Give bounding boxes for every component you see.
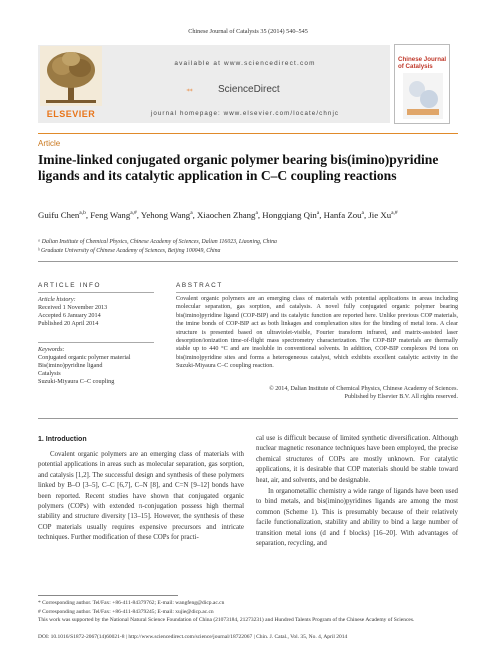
affiliation-b: ᵇ Graduate University of Chinese Academy of Sciences, Beijing 100049, China bbox=[38, 248, 221, 254]
keyword: Bis(imino)pyridine ligand bbox=[38, 362, 103, 369]
author-list: Guifu Chen$^{a,b}$, Feng Wang$^{a,\#}$, Yehong Wang$^a$, Xiaochen Zhang$^a$, Hongqiang Qin$^a$, Hanfa Zou$^a$, Jie $Xu^{a,\#}$ bbox=[38, 209, 398, 220]
article-title: Imine-linked conjugated organic polymer bearing bis(imino)pyridine ligands and its catalytic application in C–C coupling reactions bbox=[38, 152, 439, 183]
info-divider bbox=[38, 292, 154, 293]
abstract-text: Covalent organic polymers are an emerging class of materials with potential applications in areas including molecular separation, gas sorption, and catalysis. A novel fully conjugated organic polymer bearing bis(imino)pyridine ligand (COP-BIP) and its catalytic function are reported here. Unlike previous COP materials, the imine bonds of COP-BIP act as both linkages and complexation sites for the binding of metal ions. A clear structure is presented based on ultraviolet-visible, Fourier transform infrared, and matrix-assisted laser desorption/ionization time-of-flight mass spectrometry characterization. The COP-BIP materials are thermally stable up to 440 °C and are insoluble in conventional solvents. In addition, COP-BIP complexes Pd ions on bis(imino)pyridine sites and forms a heterogeneous catalyst, which exhibits excellent catalytic activity in the Suzuki-Miyaura C–C coupling reaction. bbox=[176, 296, 458, 370]
keywords-block: Keywords: Conjugated organic polymer material Bis(imino)pyridine ligand Catalysis Suzuki-Miyaura C–C coupling bbox=[38, 346, 168, 386]
section-divider bbox=[38, 261, 458, 262]
introduction-heading: 1. Introduction bbox=[38, 436, 87, 443]
author-name[interactable]: Feng Wang bbox=[90, 209, 131, 220]
journal-citation: Chinese Journal of Catalysis 35 (2014) 540–545 bbox=[188, 28, 308, 35]
section-divider bbox=[38, 418, 458, 419]
paragraph: cal use is difficult because of limited synthetic diversification. Although nuclear magnetic resonance techniques have been employed, the precise chemical structures of COPs are mostly unknown. For catalytic applications, it is desirable that COP materials should be stable toward heat, air, and solvents, and be designable. bbox=[256, 435, 458, 484]
intro-left-column bbox=[38, 450, 244, 545]
journal-cover-thumbnail bbox=[394, 44, 450, 124]
footnote-divider bbox=[38, 595, 178, 596]
author-name[interactable]: Hanfa Zou bbox=[323, 209, 362, 220]
footnote-corresponding-2: # Corresponding author. Tel/Fax: +86-411-84379245; E-mail: xujie@dicp.ac.cn bbox=[38, 609, 214, 615]
header-divider bbox=[38, 133, 458, 134]
author-name[interactable]: Xiaochen Zhang bbox=[197, 209, 256, 220]
footnote-doi[interactable]: DOI: 10.1016/S1872-2067(14)60021-8 | http://www.sciencedirect.com/science/journal/18722067 | Chin. J. Catal., Vol. 35, No. 4, April 2014 bbox=[38, 634, 348, 640]
copyright-notice: © 2014, Dalian Institute of Chemical Physics, Chinese Academy of Sciences. Published by Elsevier B.V. All rights reserved. bbox=[269, 386, 458, 401]
elsevier-wordmark: ELSEVIER bbox=[46, 109, 96, 119]
keyword: Conjugated organic polymer material bbox=[38, 354, 131, 361]
intro-right-column bbox=[256, 434, 458, 550]
author-name[interactable]: Yehong Wang bbox=[140, 209, 191, 220]
abstract-divider bbox=[176, 292, 458, 293]
sciencedirect-wordmark[interactable]: ScienceDirect bbox=[218, 84, 280, 95]
article-history: Article history: Received 1 November 2013 Accepted 6 January 2014 Published 20 April 2014 bbox=[38, 296, 108, 327]
author-name[interactable]: Guifu Chen bbox=[38, 209, 80, 220]
abstract-heading: ABSTRACT bbox=[176, 282, 223, 289]
availability-line[interactable]: available at www.sciencedirect.com bbox=[174, 60, 316, 67]
footnote-funding: This work was supported by the National Natural Science Foundation of China (21073184, 21273231) and Hundred Talents Program of the Chinese Academy of Sciences. bbox=[38, 617, 415, 623]
article-info-heading: ARTICLE INFO bbox=[38, 282, 102, 289]
cover-title: Chinese Journal of Catalysis bbox=[398, 56, 447, 70]
keyword: Suzuki-Miyaura C–C coupling bbox=[38, 378, 115, 385]
keyword: Catalysis bbox=[38, 370, 61, 377]
footnote-corresponding-1: * Corresponding author. Tel/Fax: +86-411-84379762; E-mail: wangfeng@dicp.ac.cn bbox=[38, 600, 225, 606]
paragraph: In organometallic chemistry a wide range of ligands have been used to bind metals, and bis(imino)pyridines ligands are among the most common (Scheme 1). This is presumably because of their relatively facile functionalization, stability and ability to bind a large number of transition metal ions (d and f blocks) [16–20]. With advantages of separation, recycling, and bbox=[256, 488, 458, 548]
sciencedirect-icon bbox=[186, 82, 216, 98]
info-divider bbox=[38, 342, 154, 343]
journal-homepage-line[interactable]: journal homepage: www.elsevier.com/locate/chnjc bbox=[150, 110, 340, 117]
author-name[interactable]: Jie Xu bbox=[368, 209, 392, 220]
article-type-label: Article bbox=[38, 139, 61, 148]
author-name[interactable]: Hongqiang Qin bbox=[262, 209, 317, 220]
paragraph: Covalent organic polymers are an emerging class of materials with potential applications in areas such as molecular separation, gas sorption, and catalysis [1,2]. The successful design and synthesis of these polymers linked by B–O [3–5], C–C [6,7], C–N [8], and C=N [9–12] bonds have been reported. Recent studies have shown that conjugated organic polymers (COPs) with extended π-conjugation possess high thermal stability and structure diversity [13–15]. However, the synthesis of these COP materials usually requires expensive precursors and intricate techniques. Further modification of these COPs for practi- bbox=[38, 451, 244, 542]
cover-art-icon bbox=[403, 73, 443, 119]
affiliation-a: ᵃ Dalian Institute of Chemical Physics, Chinese Academy of Sciences, Dalian 116023, Liaoning, China bbox=[38, 239, 277, 245]
